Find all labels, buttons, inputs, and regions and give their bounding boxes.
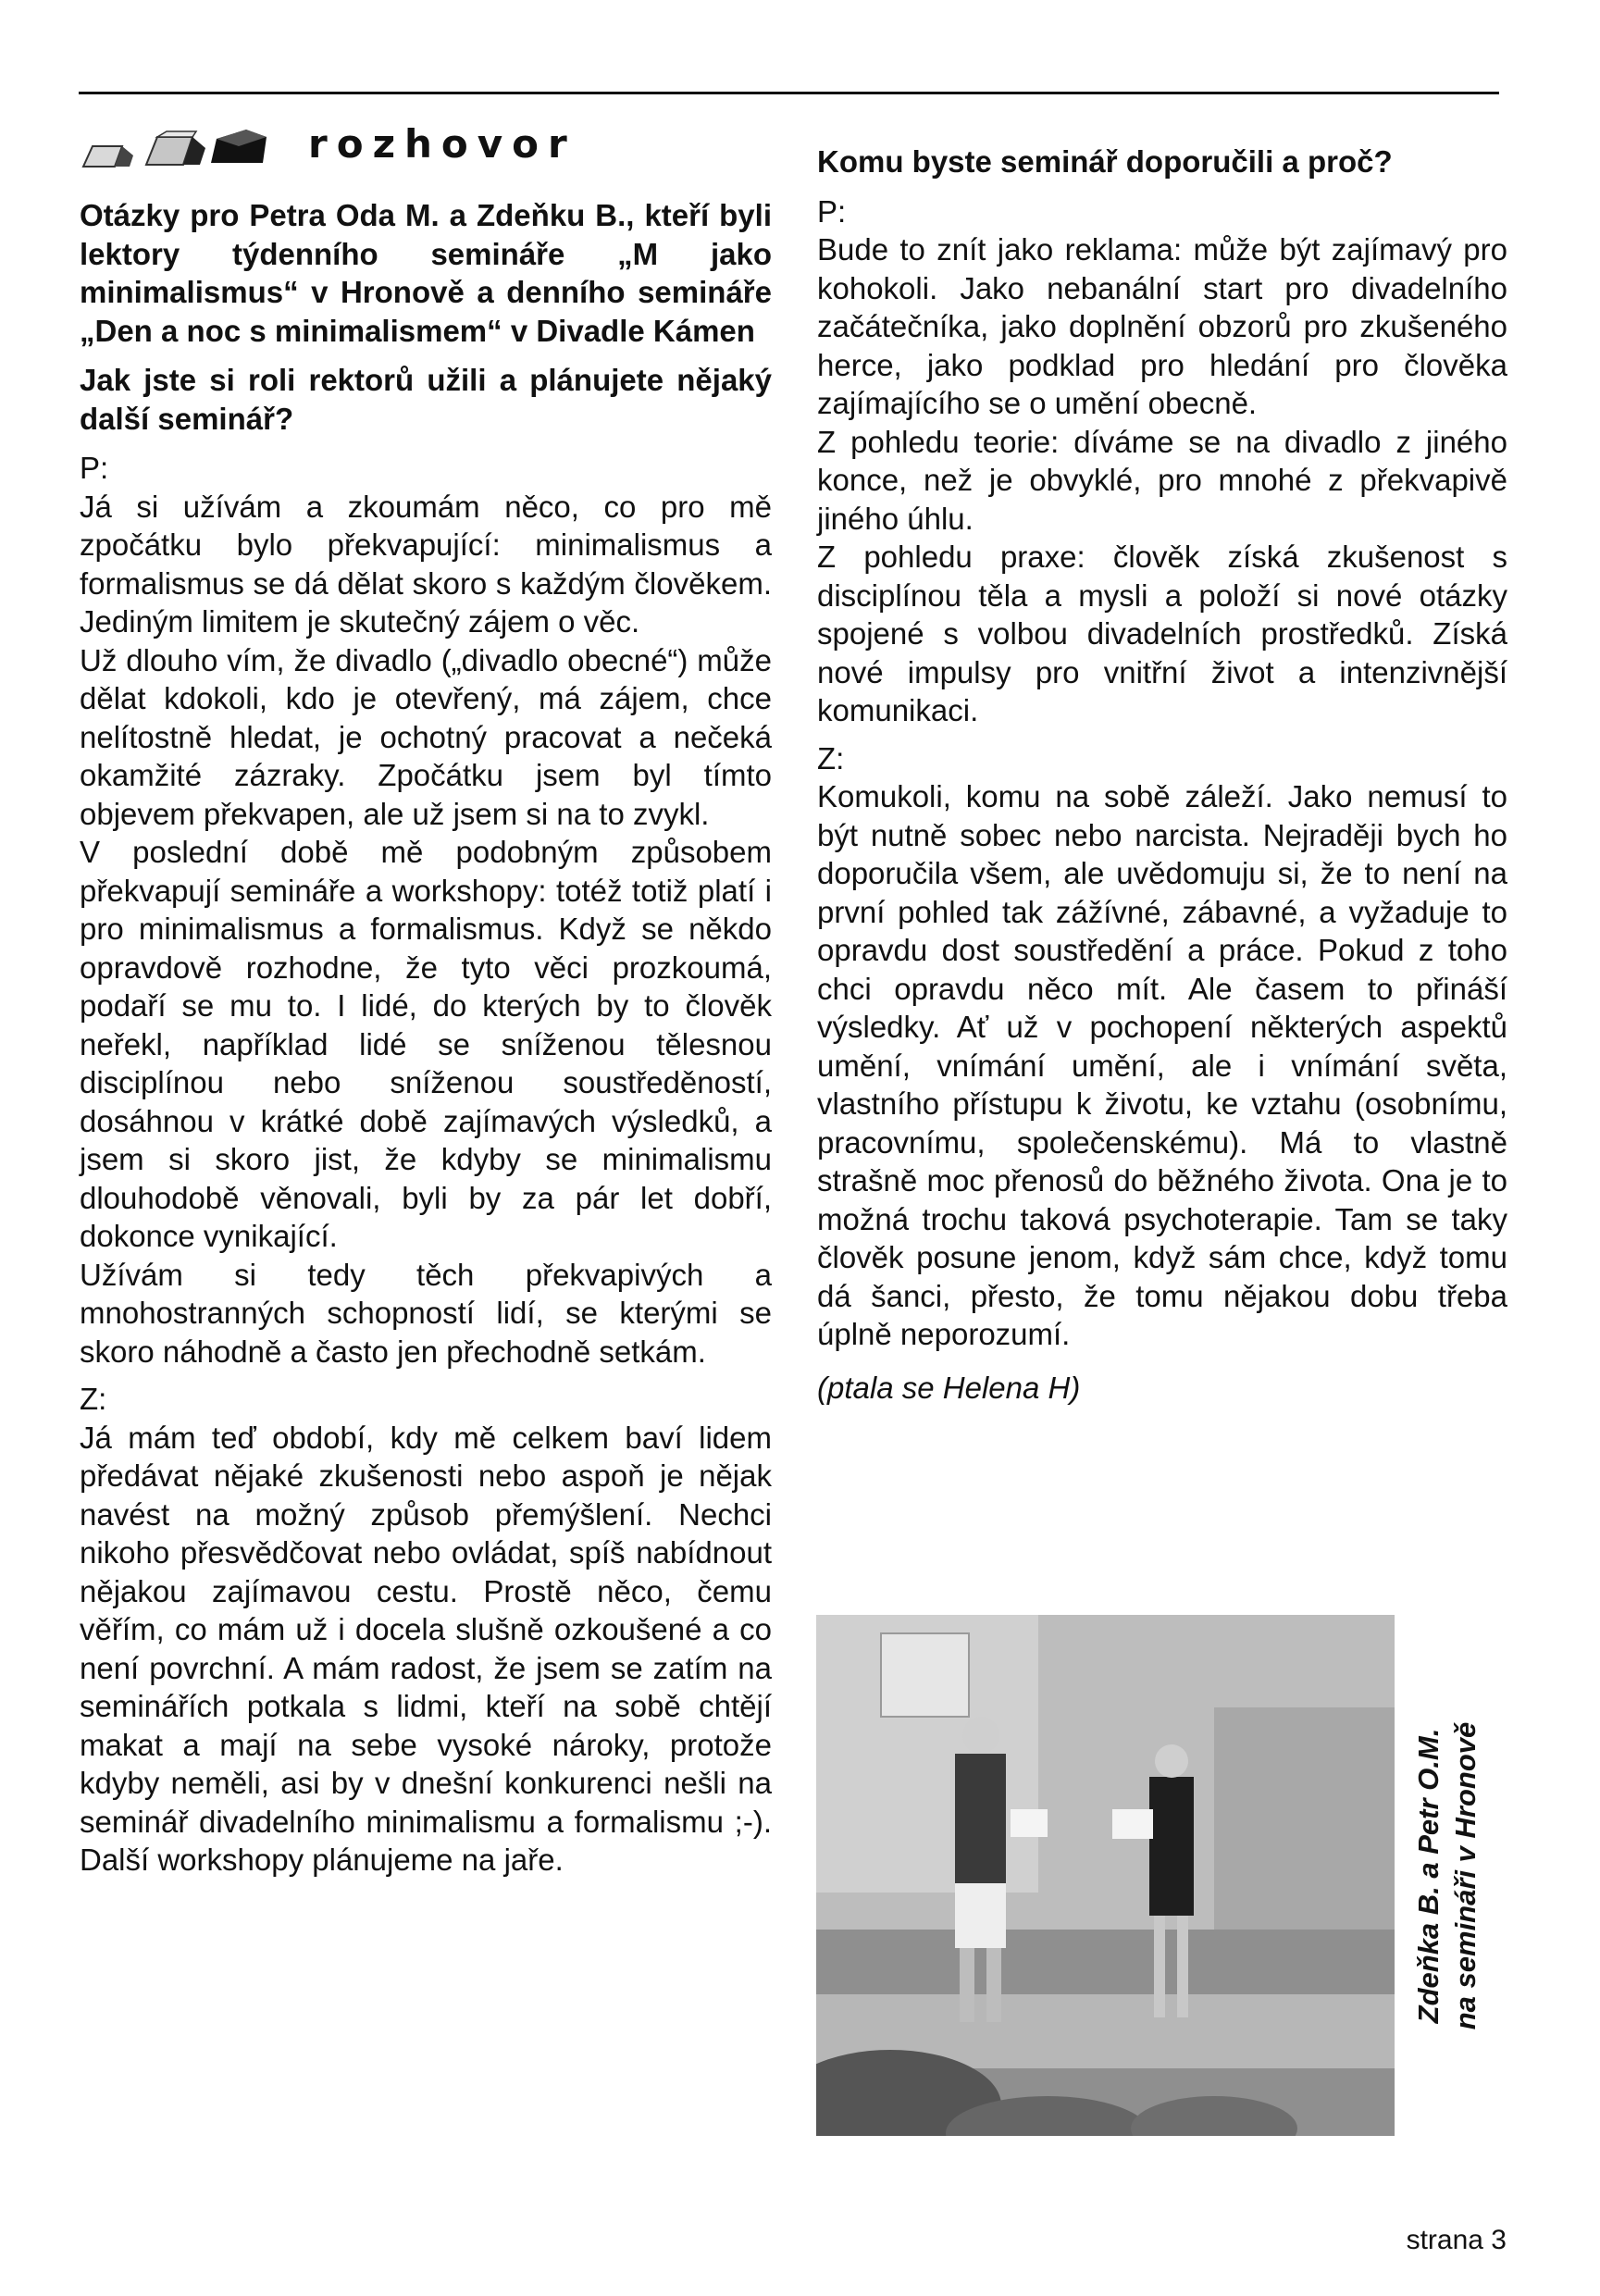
- answer-paragraph: Z pohledu teorie: díváme se na divadlo z jiného konce, než je obvyklé, pro mnohé z překvapivě jiného úhlu.: [817, 424, 1507, 536]
- photo-caption: [1410, 1615, 1484, 2136]
- speaker-label-z: Z:: [817, 740, 845, 776]
- left-column: [80, 196, 772, 1880]
- caption-line: na semináři v Hronově: [1449, 1721, 1482, 2029]
- answer-paragraph: V poslední době mě podobným způsobem překvapují semináře a workshopy: totéž totiž platí i pro minimalismus a formalismus. Když se někdo opravdově rozhodne, že tyto věci prozkoumá, podaří se mu to. I lidé, do kterých by to člověk neřekl, například lidé se sníženou tělesnou disciplínou nebo sníženou soustředěností, dosáhnou v krátké době zajímavých výsledků, a jsem si skoro jist, že kdyby se minimalismu dlouhodobě věnovali, byli by za pár let dobří, dokonce vynikající.: [80, 835, 772, 1253]
- section-logo-icon: [81, 118, 299, 170]
- article-intro: Otázky pro Petra Oda M. a Zdeňku B., kteří byli lektory týdenního semináře „M jako minimalismus“ v Hronově a denního semináře „Den a noc s minimalismem“ v Divadle Kámen: [80, 198, 772, 348]
- seminar-photo: [816, 1615, 1395, 2136]
- right-column: [817, 143, 1507, 1407]
- answer-paragraph: Komukoli, komu na sobě záleží. Jako nemusí to být nutně sobec nebo narcista. Nejraději bych ho doporučila všem, ale uvědomuju si, že to není na první pohled tak zážívné, zábavné, a vyžaduje to opravdu dost soustředění a práce. Pokud z toho chci opravdu něco mít. Ale časem to přináší výsledky. Ať už v pochopení některých aspektů umění, vnímání umění, ale i vnímání světa, vlastního přístupu k životu, ke vztahu (osobnímu, pracovnímu, společenskému). Má to vlastně strašně moc přenosů do běžného života. Ona je to možná trochu taková psychoterapie. Tam se taky člověk posune jenom, když sám chce, když tomu dá šanci, přesto, že tomu nějakou dobu třeba úplně neporozumí.: [817, 779, 1507, 1351]
- speaker-label-z: Z:: [80, 1382, 107, 1416]
- page-number: strana 3: [1406, 2225, 1507, 2255]
- section-header: [81, 118, 692, 170]
- top-rule: [79, 92, 1499, 94]
- answer-paragraph: Užívám si tedy těch překvapivých a mnohostranných schopností lidí, se kterými se skoro náhodně a často jen přechodně setkám.: [80, 1257, 772, 1369]
- answer-paragraph: Už dlouho vím, že divadlo („divadlo obecné“) může dělat kdokoli, kdo je otevřený, má zájem, chce nelítostně hledat, je ochotný pracovat a nečeká okamžité zázraky. Zpočátku jsem byl tímto objevem překvapen, ale už jsem si na to zvykl.: [80, 642, 772, 831]
- answer-paragraph: Z pohledu praxe: člověk získá zkušenost s disciplínou těla a mysli a položí si nové otázky spojené s volbou divadelních prostředků. Získá nové impulsy pro vnitřní život a intenzivnější komunikaci.: [817, 540, 1507, 727]
- answer-paragraph: Já si užívám a zkoumám něco, co pro mě zpočátku bylo překvapující: minimalismus a formalismus se dá dělat skoro s každým člověkem. Jediným limitem je skutečný zájem o věc.: [80, 489, 772, 639]
- answer-paragraph: Já mám teď období, kdy mě celkem baví lidem předávat nějaké zkušenosti nebo aspoň je nějak navést na možný způsob přemýšlení. Nechci nikoho přesvědčovat nebo ovládat, spíš nabídnout nějakou zajímavou cestu. Prostě něco, čemu věřím, co mám už i docela slušně ozkoušené a co není povrchní. A mám radost, že jsem se zatím na seminářích potkala s lidmi, kteří na sobě chtějí makat a mají na sebe vysoké nároky, protože kdyby neměli, asi by v dnešní konkurenci nešli na seminář divadelního minimalismu a formalismu ;-). Další workshopy plánujeme na jaře.: [80, 1420, 772, 1877]
- interviewer-signature: (ptala se Helena H): [817, 1370, 1081, 1405]
- section-title: rozhovor: [308, 121, 577, 167]
- answer-paragraph: Bude to znít jako reklama: může být zajímavý pro kohokoli. Jako nebanální start pro divadelního začátečníka, jako doplnění obzorů pro zkušeného herce, jako podklad pro hledání pro člověka zajímajícího se o umění obecně.: [817, 232, 1507, 420]
- question-1: Jak jste si roli rektorů užili a plánujete nějaký další seminář?: [80, 363, 772, 436]
- caption-line: Zdeňka B. a Petr O.M.: [1412, 1728, 1445, 2023]
- speaker-label-p: P:: [817, 193, 847, 229]
- speaker-label-p: P:: [80, 451, 109, 485]
- question-2: Komu byste seminář doporučili a proč?: [817, 144, 1393, 179]
